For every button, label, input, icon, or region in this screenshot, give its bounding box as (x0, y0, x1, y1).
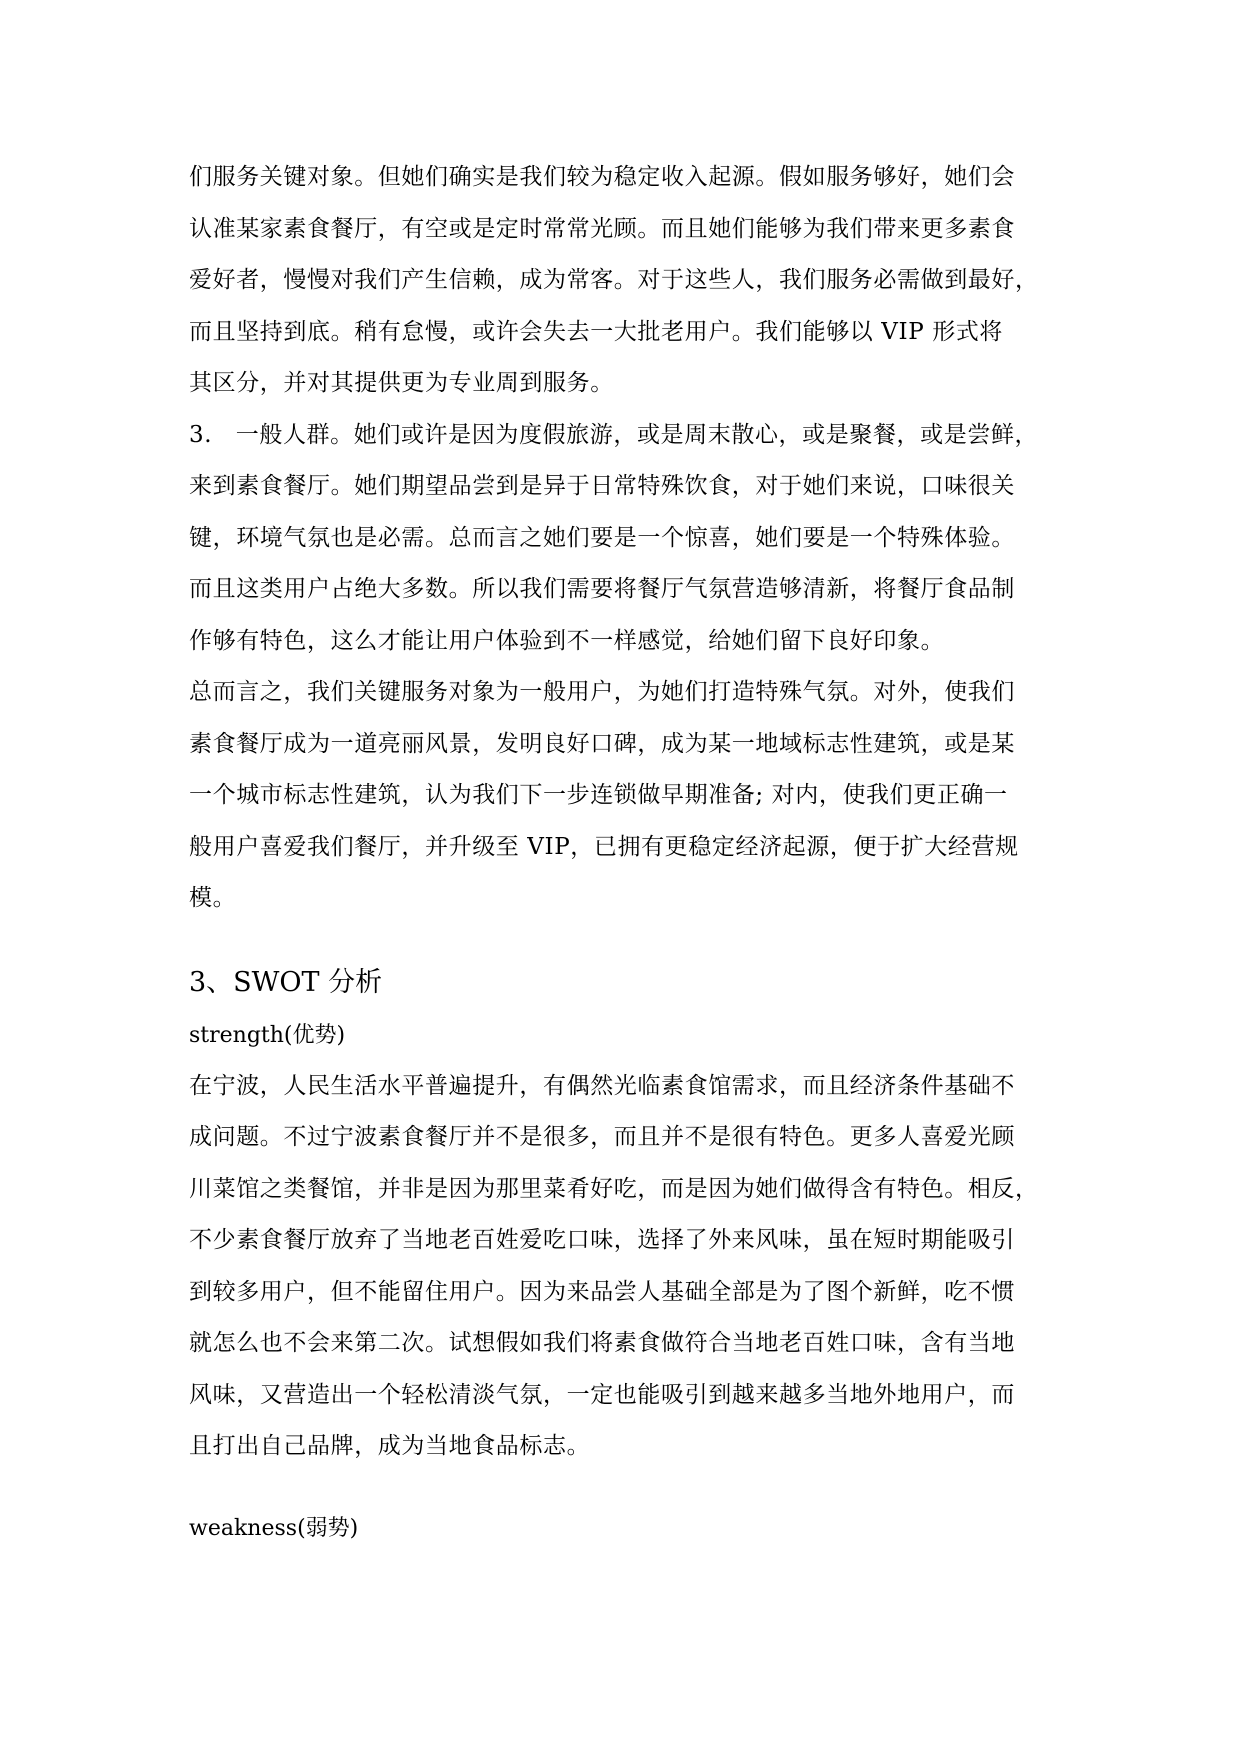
document-body (189, 152, 1059, 1554)
text-line: 总而言之，我们关键服务对象为一般用户，为她们打造特殊气氛。对外，使我们 (189, 679, 1015, 705)
text-line: 3. 一般人群。她们或许是因为度假旅游，或是周末散心，或是聚餐，或是尝鲜， (189, 421, 1039, 448)
text-line: 到较多用户，但不能留住用户。因为来品尝人基础全部是为了图个新鲜，吃不惯 (189, 1278, 1015, 1305)
text-line: 来到素食餐厅。她们期望品尝到是异于日常特殊饮食，对于她们来说，口味很关 (189, 473, 1015, 499)
text-line: 而且这类用户占绝大多数。所以我们需要将餐厅气氛营造够清新，将餐厅食品制 (189, 576, 1015, 602)
spacer (189, 1473, 1059, 1503)
text-line: 在宁波，人民生活水平普遍提升，有偶然光临素食馆需求，而且经济条件基础不 (189, 1072, 1015, 1099)
text-line: 一个城市标志性建筑，认为我们下一步连锁做早期准备; 对内，使我们更正确一 (189, 782, 1008, 808)
text-line: 素食餐厅成为一道亮丽风景，发明良好口碑，成为某一地域标志性建筑，或是某 (189, 730, 1015, 757)
paragraph-vip-customers (189, 152, 1059, 410)
paragraph-summary (189, 667, 1059, 925)
strength-heading: strength(优势) (189, 1022, 346, 1048)
text-line: 川菜馆之类餐馆，并非是因为那里菜肴好吃，而是因为她们做得含有特色。相反， (189, 1175, 1039, 1202)
text-line: 其区分，并对其提供更为专业周到服务。 (189, 370, 614, 396)
spacer (189, 925, 1059, 955)
text-line: 不少素食餐厅放弃了当地老百姓爱吃口味，选择了外来风味，虽在短时期能吸引 (189, 1227, 1015, 1253)
text-line: 而且坚持到底。稍有怠慢，或许会失去一大批老用户。我们能够以 VIP 形式将 (189, 318, 1003, 345)
text-line: 就怎么也不会来第二次。试想假如我们将素食做符合当地老百姓口味，含有当地 (189, 1330, 1015, 1356)
text-line: 认准某家素食餐厅，有空或是定时常常光顾。而且她们能够为我们带来更多素食 (189, 215, 1015, 242)
text-line: 爱好者，慢慢对我们产生信赖，成为常客。对于这些人，我们服务必需做到最好， (189, 267, 1039, 293)
text-line: 作够有特色，这么才能让用户体验到不一样感觉，给她们留下良好印象。 (189, 627, 945, 654)
section-heading-swot: 3、SWOT 分析 (189, 966, 383, 998)
text-line: 成问题。不过宁波素食餐厅并不是很多，而且并不是很有特色。更多人喜爱光顾 (189, 1124, 1015, 1150)
weakness-heading: weakness(弱势) (189, 1515, 359, 1541)
text-line: 风味，又营造出一个轻松清淡气氛，一定也能吸引到越来越多当地外地用户，而 (189, 1381, 1015, 1408)
text-line: 模。 (189, 885, 237, 911)
text-line: 且打出自己品牌，成为当地食品标志。 (189, 1433, 591, 1459)
text-line: 般用户喜爱我们餐厅，并升级至 VIP，已拥有更稳定经济起源，便于扩大经营规 (189, 833, 1019, 860)
paragraph-general-crowd (189, 410, 1059, 668)
text-line: 键，环境气氛也是必需。总而言之她们要是一个惊喜，她们要是一个特殊体验。 (189, 524, 1015, 551)
text-line: 们服务关键对象。但她们确实是我们较为稳定收入起源。假如服务够好，她们会 (189, 164, 1015, 190)
paragraph-strength (189, 1061, 1059, 1473)
